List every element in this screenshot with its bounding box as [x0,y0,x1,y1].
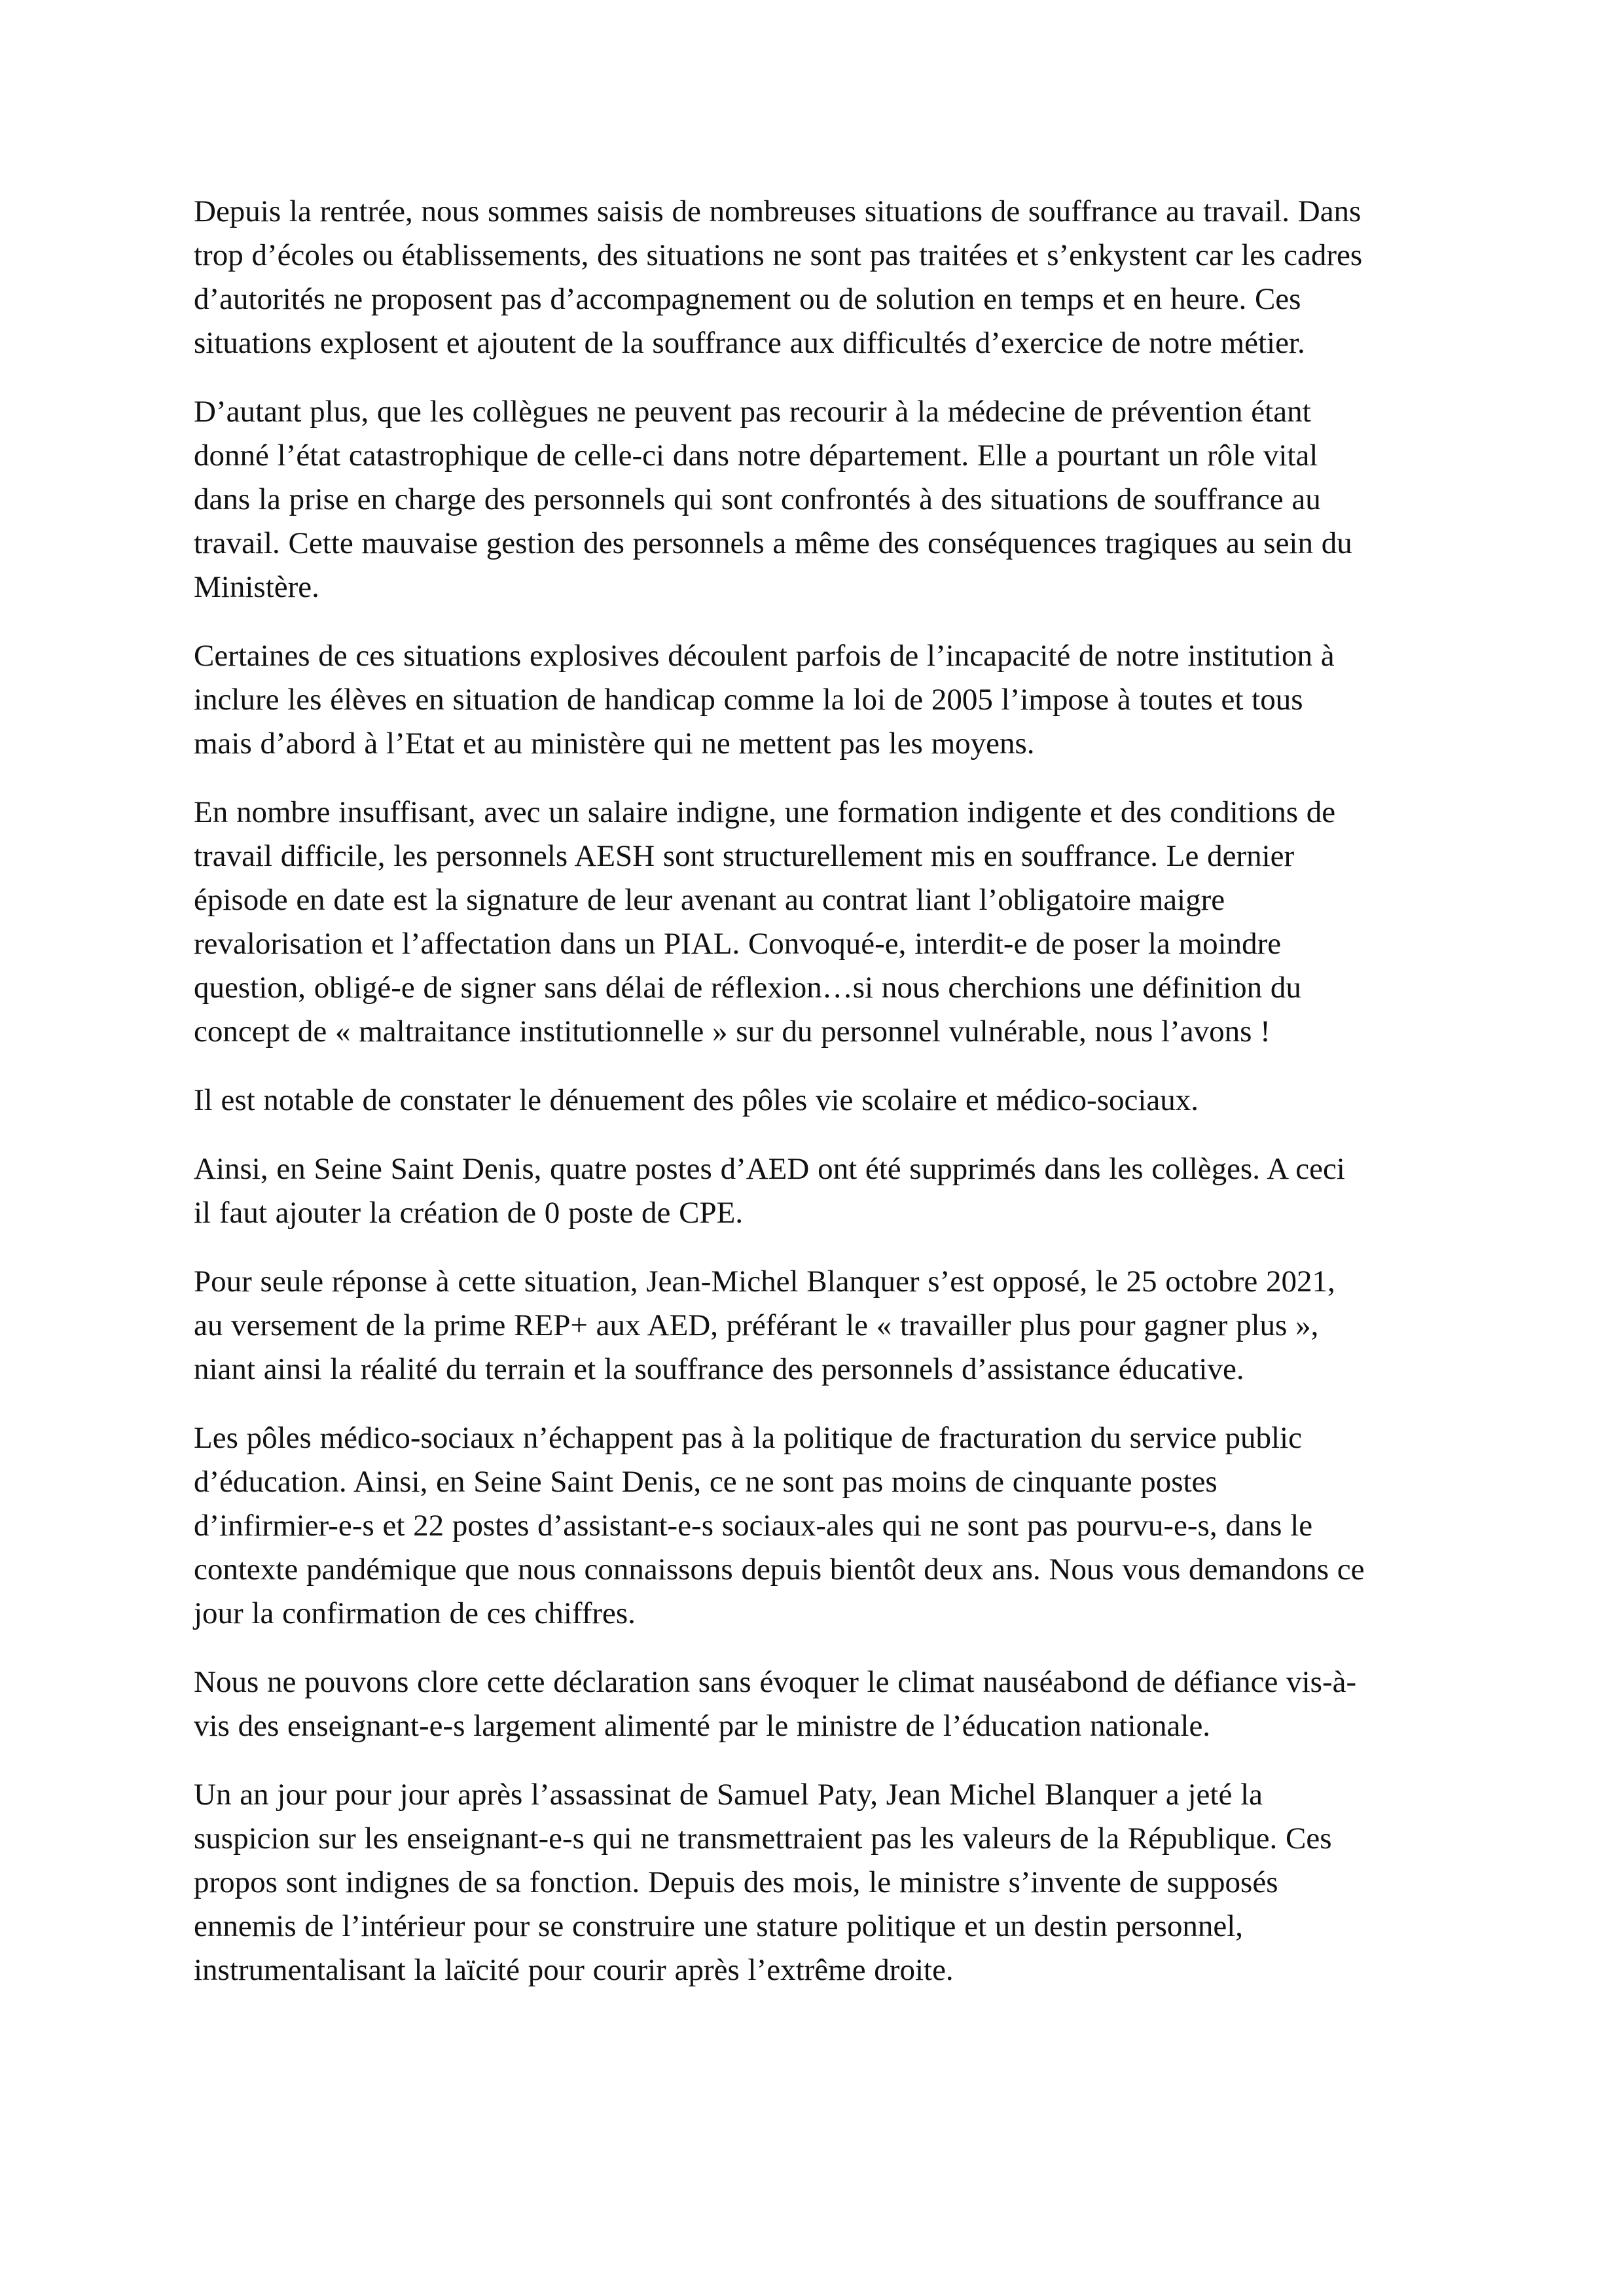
text-line: Pour seule réponse à cette situation, Jean-Michel Blanquer s’est opposé, le 25 octobre 2021, [194,1265,1335,1299]
text-line: Ainsi, en Seine Saint Denis, quatre postes d’AED ont été supprimés dans les collèges. A ceci [194,1152,1345,1186]
paragraph-1 [194,190,1464,365]
text-line: il faut ajouter la création de 0 poste de CPE. [194,1196,744,1230]
paragraph-5 [194,1079,1464,1122]
paragraph-4 [194,791,1464,1054]
text-line: instrumentalisant la laïcité pour courir après l’extrême droite. [194,1953,954,1987]
text-line: niant ainsi la réalité du terrain et la souffrance des personnels d’assistance éducative. [194,1352,1244,1386]
text-line: Les pôles médico-sociaux n’échappent pas à la politique de fracturation du service public [194,1421,1302,1455]
paragraph-9 [194,1660,1464,1748]
text-line: propos sont indignes de sa fonction. Depuis des mois, le ministre s’invente de supposés [194,1865,1278,1899]
text-line: concept de « maltraitance institutionnelle » sur du personnel vulnérable, nous l’avons ! [194,1014,1271,1049]
paragraph-8 [194,1416,1464,1636]
text-line: revalorisation et l’affectation dans un PIAL. Convoqué-e, interdit-e de poser la moindre [194,927,1282,961]
text-line: Un an jour pour jour après l’assassinat de Samuel Paty, Jean Michel Blanquer a jeté la [194,1778,1263,1812]
text-line: vis des enseignant-e-s largement alimenté par le ministre de l’éducation nationale. [194,1709,1211,1743]
text-line: ennemis de l’intérieur pour se construire une stature politique et un destin personnel, [194,1909,1244,1943]
text-line: épisode en date est la signature de leur avenant au contrat liant l’obligatoire maigre [194,883,1225,917]
text-line: trop d’écoles ou établissements, des situations ne sont pas traitées et s’enkystent car les cadres [194,238,1363,272]
text-line: suspicion sur les enseignant-e-s qui ne transmettraient pas les valeurs de la République. Ces [194,1821,1332,1856]
paragraph-2 [194,390,1464,609]
paragraph-7 [194,1260,1464,1391]
text-line: d’infirmier-e-s et 22 postes d’assistant-e-s sociaux-ales qui ne sont pas pourvu-e-s, dans le [194,1509,1313,1543]
text-line: En nombre insuffisant, avec un salaire indigne, une formation indigente et des conditions de [194,795,1336,829]
paragraph-10 [194,1773,1464,1992]
text-line: au versement de la prime REP+ aux AED, préférant le « travailler plus pour gagner plus », [194,1308,1319,1342]
text-line: question, obligé-e de signer sans délai de réflexion…si nous cherchions une définition du [194,971,1301,1005]
text-line: contexte pandémique que nous connaissons depuis bientôt deux ans. Nous vous demandons ce [194,1552,1365,1587]
text-line: D’autant plus, que les collègues ne peuvent pas recourir à la médecine de prévention étant [194,395,1311,429]
text-line: d’éducation. Ainsi, en Seine Saint Denis, ce ne sont pas moins de cinquante postes [194,1465,1218,1499]
document-body [194,190,1464,2017]
text-line: Nous ne pouvons clore cette déclaration sans évoquer le climat nauséabond de défiance vis-à- [194,1665,1357,1699]
text-line: jour la confirmation de ces chiffres. [194,1596,636,1630]
text-line: travail difficile, les personnels AESH sont structurellement mis en souffrance. Le dernier [194,839,1295,873]
text-line: travail. Cette mauvaise gestion des personnels a même des conséquences tragiques au sein du [194,526,1352,560]
text-line: mais d’abord à l’Etat et au ministère qui ne mettent pas les moyens. [194,726,1035,761]
text-line: Ministère. [194,570,319,604]
paragraph-3 [194,634,1464,766]
text-line: inclure les élèves en situation de handicap comme la loi de 2005 l’impose à toutes et tous [194,683,1303,717]
text-line: Certaines de ces situations explosives découlent parfois de l’incapacité de notre institution à [194,639,1335,673]
text-line: Il est notable de constater le dénuement des pôles vie scolaire et médico-sociaux. [194,1083,1199,1117]
text-line: dans la prise en charge des personnels qui sont confrontés à des situations de souffrance au [194,482,1321,516]
text-line: Depuis la rentrée, nous sommes saisis de nombreuses situations de souffrance au travail. Dans [194,194,1362,228]
text-line: d’autorités ne proposent pas d’accompagnement ou de solution en temps et en heure. Ces [194,282,1301,316]
text-line: situations explosent et ajoutent de la souffrance aux difficultés d’exercice de notre métier. [194,326,1305,360]
text-line: donné l’état catastrophique de celle-ci dans notre département. Elle a pourtant un rôle vital [194,439,1318,473]
paragraph-6 [194,1147,1464,1235]
